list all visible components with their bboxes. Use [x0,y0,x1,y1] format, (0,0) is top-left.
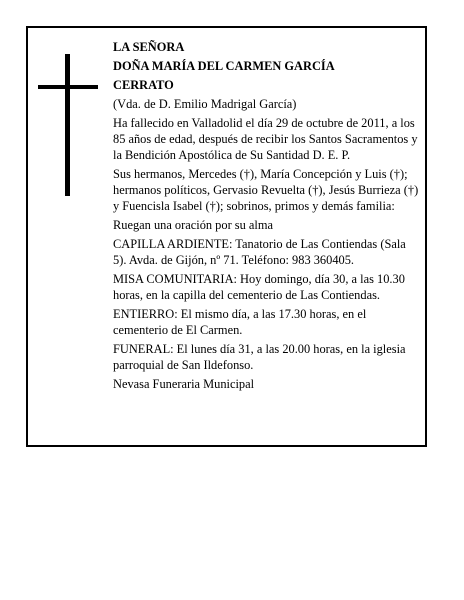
deceased-surname: CERRATO [113,78,174,92]
obituary-text [113,39,421,395]
latin-cross-icon [38,54,98,196]
burial-info: ENTIERRO: El mismo día, a las 17.30 horas, en el cementerio de El Carmen. [113,307,367,337]
funeral-home: Nevasa Funeraria Municipal [113,377,255,391]
prayer-request: Ruegan una oración por su alma [113,218,273,232]
funeral-info: FUNERAL: El lunes día 31, a las 20.00 horas, en la iglesia parroquial de San Ildefonso. [113,342,406,372]
mass-info: MISA COMUNITARIA: Hoy domingo, día 30, a las 10.30 horas, en la capilla del cementerio de Las Contiendas. [113,272,405,302]
cross-horizontal-bar [38,85,98,89]
family-members: Sus hermanos, Mercedes (†), María Concepción y Luis (†); hermanos políticos, Gervasio Revuelta (†), Jesús Burrieza (†) y Fuencisla Isabel (†); sobrinos, primos y demás familia: [113,167,419,213]
deceased-name: DOÑA MARÍA DEL CARMEN GARCÍA [113,59,335,73]
widow-of: (Vda. de D. Emilio Madrigal García) [113,97,297,111]
death-announcement: Ha fallecido en Valladolid el día 29 de octubre de 2011, a los 85 años de edad, después de recibir los Santos Sacramentos y la Bendición Apostólica de Su Santidad D. E. P. [113,116,418,162]
notice-title: LA SEÑORA [113,40,185,54]
chapel-info: CAPILLA ARDIENTE: Tanatorio de Las Contiendas (Sala 5). Avda. de Gijón, nº 71. Teléfono: 983 360405. [113,237,406,267]
cross-vertical-bar [65,54,70,196]
